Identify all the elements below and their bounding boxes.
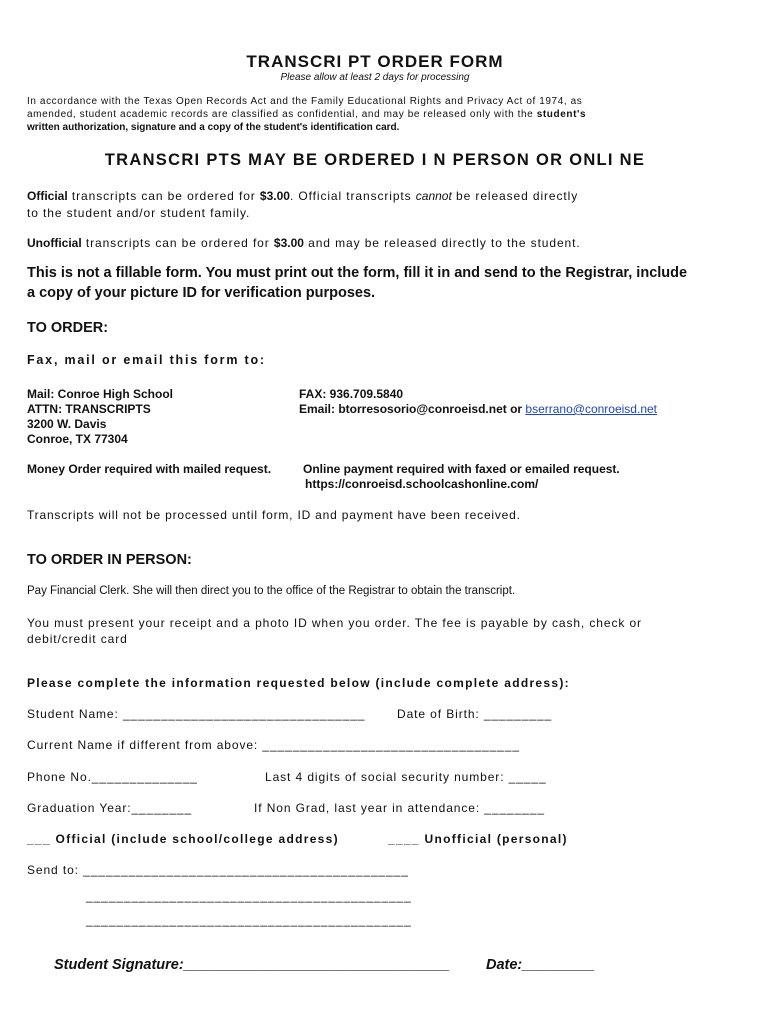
notice-line-2: a copy of your picture ID for verification purposes. — [27, 285, 376, 301]
online-payment-url: https://conroeisd.schoolcashonline.com/ — [305, 477, 539, 491]
in-person-heading: TO ORDER IN PERSON: — [27, 552, 192, 568]
official-text-3: be released directly — [451, 189, 579, 203]
mail-line-4: Conroe, TX 77304 — [27, 432, 128, 446]
email-line — [299, 402, 657, 416]
unofficial-label: Unofficial — [27, 236, 82, 250]
mail-line-3: 3200 W. Davis — [27, 417, 107, 431]
fax-mail-email-label: Fax, mail or email this form to: — [27, 353, 266, 367]
official-text-1: transcripts can be ordered for — [67, 189, 260, 203]
official-cannot: cannot — [415, 189, 452, 203]
intro-line-2-bold: student's — [536, 109, 587, 120]
notice-line-1: This is not a fillable form. You must print out the form, fill it in and send to the Registrar, include — [27, 265, 688, 281]
official-label: Official — [27, 189, 68, 203]
send-to-field[interactable]: Send to: ___________________________________________ — [27, 863, 409, 877]
intro-line-2 — [27, 109, 586, 120]
intro-line-2-text: amended, student academic records are classified as confidential, and may be released only with the — [27, 109, 537, 120]
intro-line-3: written authorization, signature and a copy of the student's identification card. — [27, 122, 400, 133]
section-heading: TRANSCRI PTS MAY BE ORDERED I N PERSON OR ONLI NE — [104, 151, 646, 169]
unofficial-line — [27, 236, 581, 250]
student-signature-field[interactable]: Student Signature:_________________________________ — [54, 957, 450, 973]
signature-date-field[interactable]: Date:_________ — [486, 957, 595, 973]
email-link[interactable]: bserrano@conroeisd.net — [525, 402, 657, 416]
mail-line-2: ATTN: TRANSCRIPTS — [27, 402, 151, 416]
mail-line-1: Mail: Conroe High School — [27, 387, 173, 401]
unofficial-option[interactable]: ____ Unofficial (personal) — [388, 832, 568, 846]
phone-field[interactable]: Phone No.______________ — [27, 770, 198, 784]
intro-line-1: In accordance with the Texas Open Records Act and the Family Educational Rights and Privacy Act of 1974, as — [27, 96, 583, 107]
form-instructions: Please complete the information requested below (include complete address): — [27, 676, 570, 690]
non-grad-field[interactable]: If Non Grad, last year in attendance: ________ — [254, 801, 545, 815]
money-order-note: Money Order required with mailed request. — [27, 462, 272, 476]
official-line-1 — [27, 189, 578, 203]
online-payment-note: Online payment required with faxed or emailed request. — [303, 462, 620, 476]
receipt-line-1: You must present your receipt and a photo ID when you order. The fee is payable by cash, check or — [27, 616, 642, 630]
fax-number: FAX: 936.709.5840 — [299, 387, 404, 401]
form-subtitle: Please allow at least 2 days for processing — [280, 72, 470, 83]
official-line-2: to the student and/or student family. — [27, 206, 251, 220]
official-option[interactable]: ___ Official (include school/college address) — [27, 832, 339, 846]
send-to-line-3[interactable]: ___________________________________________ — [86, 913, 412, 927]
ssn-field[interactable]: Last 4 digits of social security number: _____ — [265, 770, 547, 784]
to-order-heading: TO ORDER: — [27, 320, 109, 336]
unofficial-text-2: and may be released directly to the student. — [303, 236, 581, 250]
unofficial-text-1: transcripts can be ordered for — [81, 236, 274, 250]
unofficial-price: $3.00 — [273, 236, 304, 250]
dob-field[interactable]: Date of Birth: _________ — [397, 707, 553, 721]
email-prefix: Email: btorresosorio@conroeisd.net or — [299, 402, 526, 416]
receipt-line-2: debit/credit card — [27, 632, 128, 646]
official-price: $3.00 — [259, 189, 290, 203]
student-name-field[interactable]: Student Name: ________________________________ — [27, 707, 366, 721]
send-to-line-2[interactable]: ___________________________________________ — [86, 889, 412, 903]
graduation-year-field[interactable]: Graduation Year:________ — [27, 801, 193, 815]
processing-note: Transcripts will not be processed until form, ID and payment have been received. — [27, 508, 521, 522]
official-text-2: . Official transcripts — [289, 189, 416, 203]
current-name-field[interactable]: Current Name if different from above: __________________________________ — [27, 738, 520, 752]
form-title: TRANSCRI PT ORDER FORM — [246, 52, 504, 71]
pay-clerk-note: Pay Financial Clerk. She will then direct you to the office of the Registrar to obtain the transcript. — [27, 585, 516, 597]
